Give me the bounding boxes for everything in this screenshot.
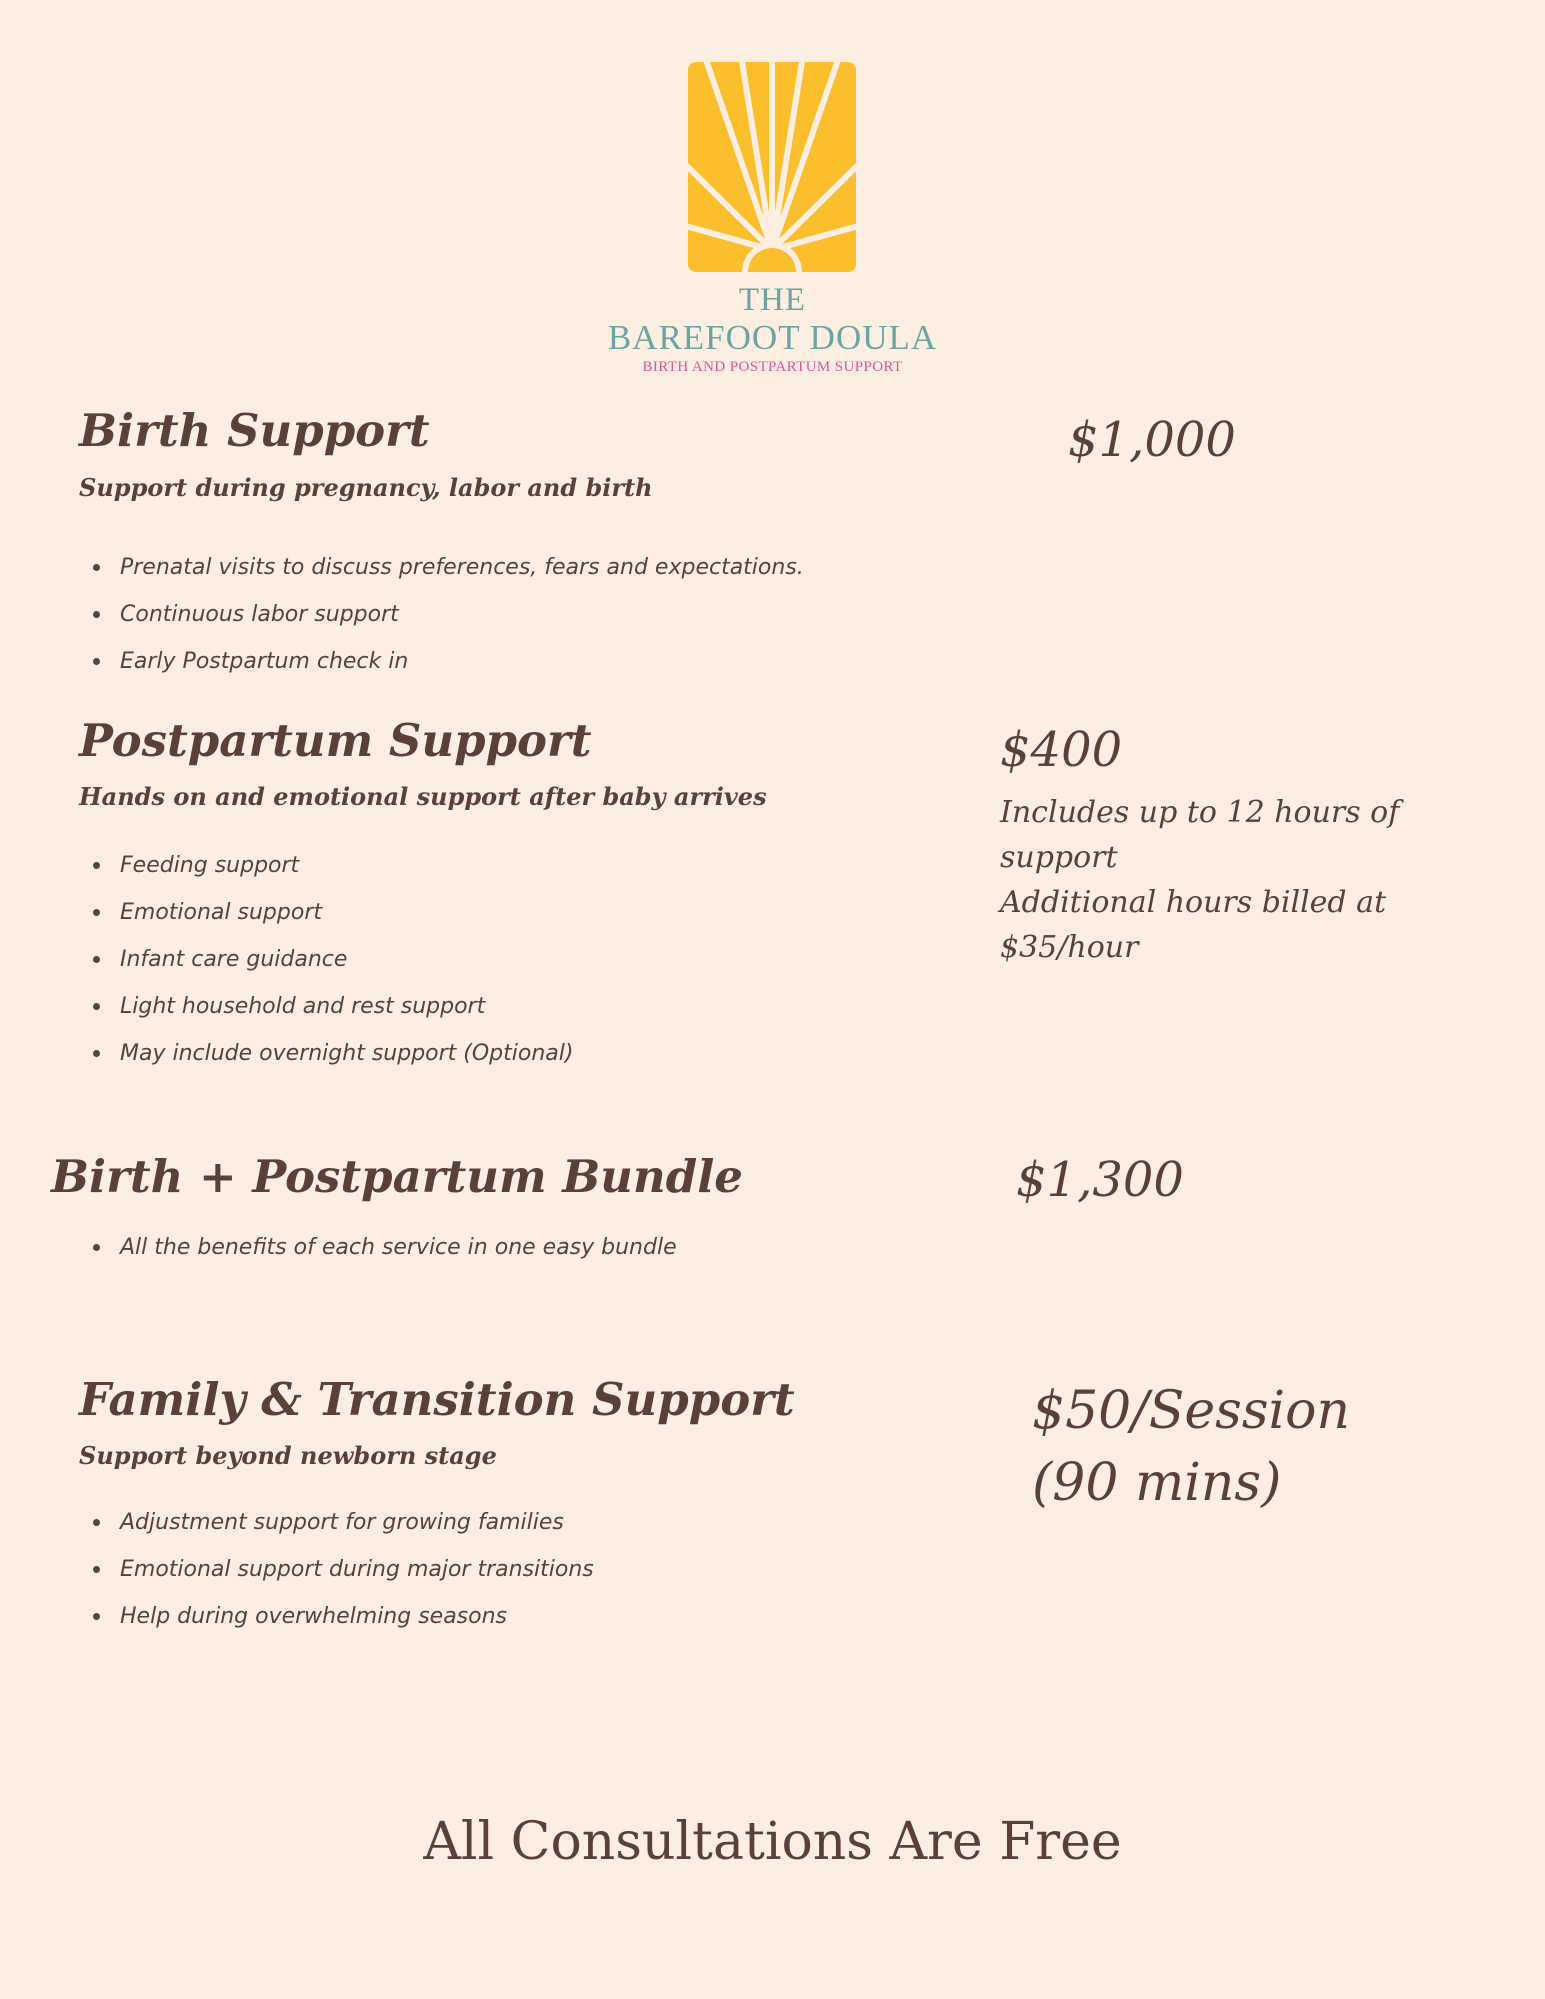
price-line: $50/Session <box>1032 1381 1350 1441</box>
price-note-line: support <box>1000 840 1118 875</box>
price-note-line: Includes up to 12 hours of <box>1000 795 1400 830</box>
service-price: $1,300 <box>1016 1152 1184 1208</box>
list-item: Continuous labor support <box>120 591 804 638</box>
service-features <box>120 842 573 1077</box>
list-item: Feeding support <box>120 842 573 889</box>
price-note-line: Additional hours billed at <box>1000 885 1387 920</box>
list-item: May include overnight support (Optional) <box>120 1030 573 1077</box>
service-features <box>120 544 804 685</box>
service-price: $1,000 <box>1068 412 1236 468</box>
service-subtitle: Hands on and emotional support after baby arrives <box>79 782 767 811</box>
list-item: Infant care guidance <box>120 936 573 983</box>
service-subtitle: Support beyond newborn stage <box>79 1441 497 1470</box>
service-features <box>120 1224 677 1271</box>
list-item: Help during overwhelming seasons <box>120 1593 594 1640</box>
brand-line1: THE <box>738 282 807 318</box>
service-title: Birth Support <box>79 404 430 457</box>
service-features <box>120 1499 594 1640</box>
price-note-line: $35/hour <box>1000 930 1139 965</box>
list-item: Light household and rest support <box>120 983 573 1030</box>
service-price <box>1032 1375 1350 1519</box>
sunburst-icon <box>686 60 858 274</box>
list-item: Emotional support <box>120 889 573 936</box>
list-item: Adjustment support for growing families <box>120 1499 594 1546</box>
service-price: $400 <box>1000 722 1123 778</box>
list-item: Prenatal visits to discuss preferences, fears and expectations. <box>120 544 804 591</box>
service-title: Family & Transition Support <box>79 1373 795 1426</box>
list-item: Early Postpartum check in <box>120 638 804 685</box>
price-line: (90 mins) <box>1032 1453 1282 1513</box>
service-title: Postpartum Support <box>79 714 592 767</box>
brand-tagline: BIRTH AND POSTPARTUM SUPPORT <box>642 359 903 375</box>
list-item: All the benefits of each service in one easy bundle <box>120 1224 677 1271</box>
brand-name: BAREFOOT DOULA <box>607 318 938 357</box>
free-consultation-note: All Consultations Are Free <box>423 1812 1122 1872</box>
price-note <box>1000 790 1420 970</box>
service-subtitle: Support during pregnancy, labor and birth <box>79 473 653 502</box>
service-title: Birth + Postpartum Bundle <box>51 1150 743 1203</box>
list-item: Emotional support during major transitions <box>120 1546 594 1593</box>
